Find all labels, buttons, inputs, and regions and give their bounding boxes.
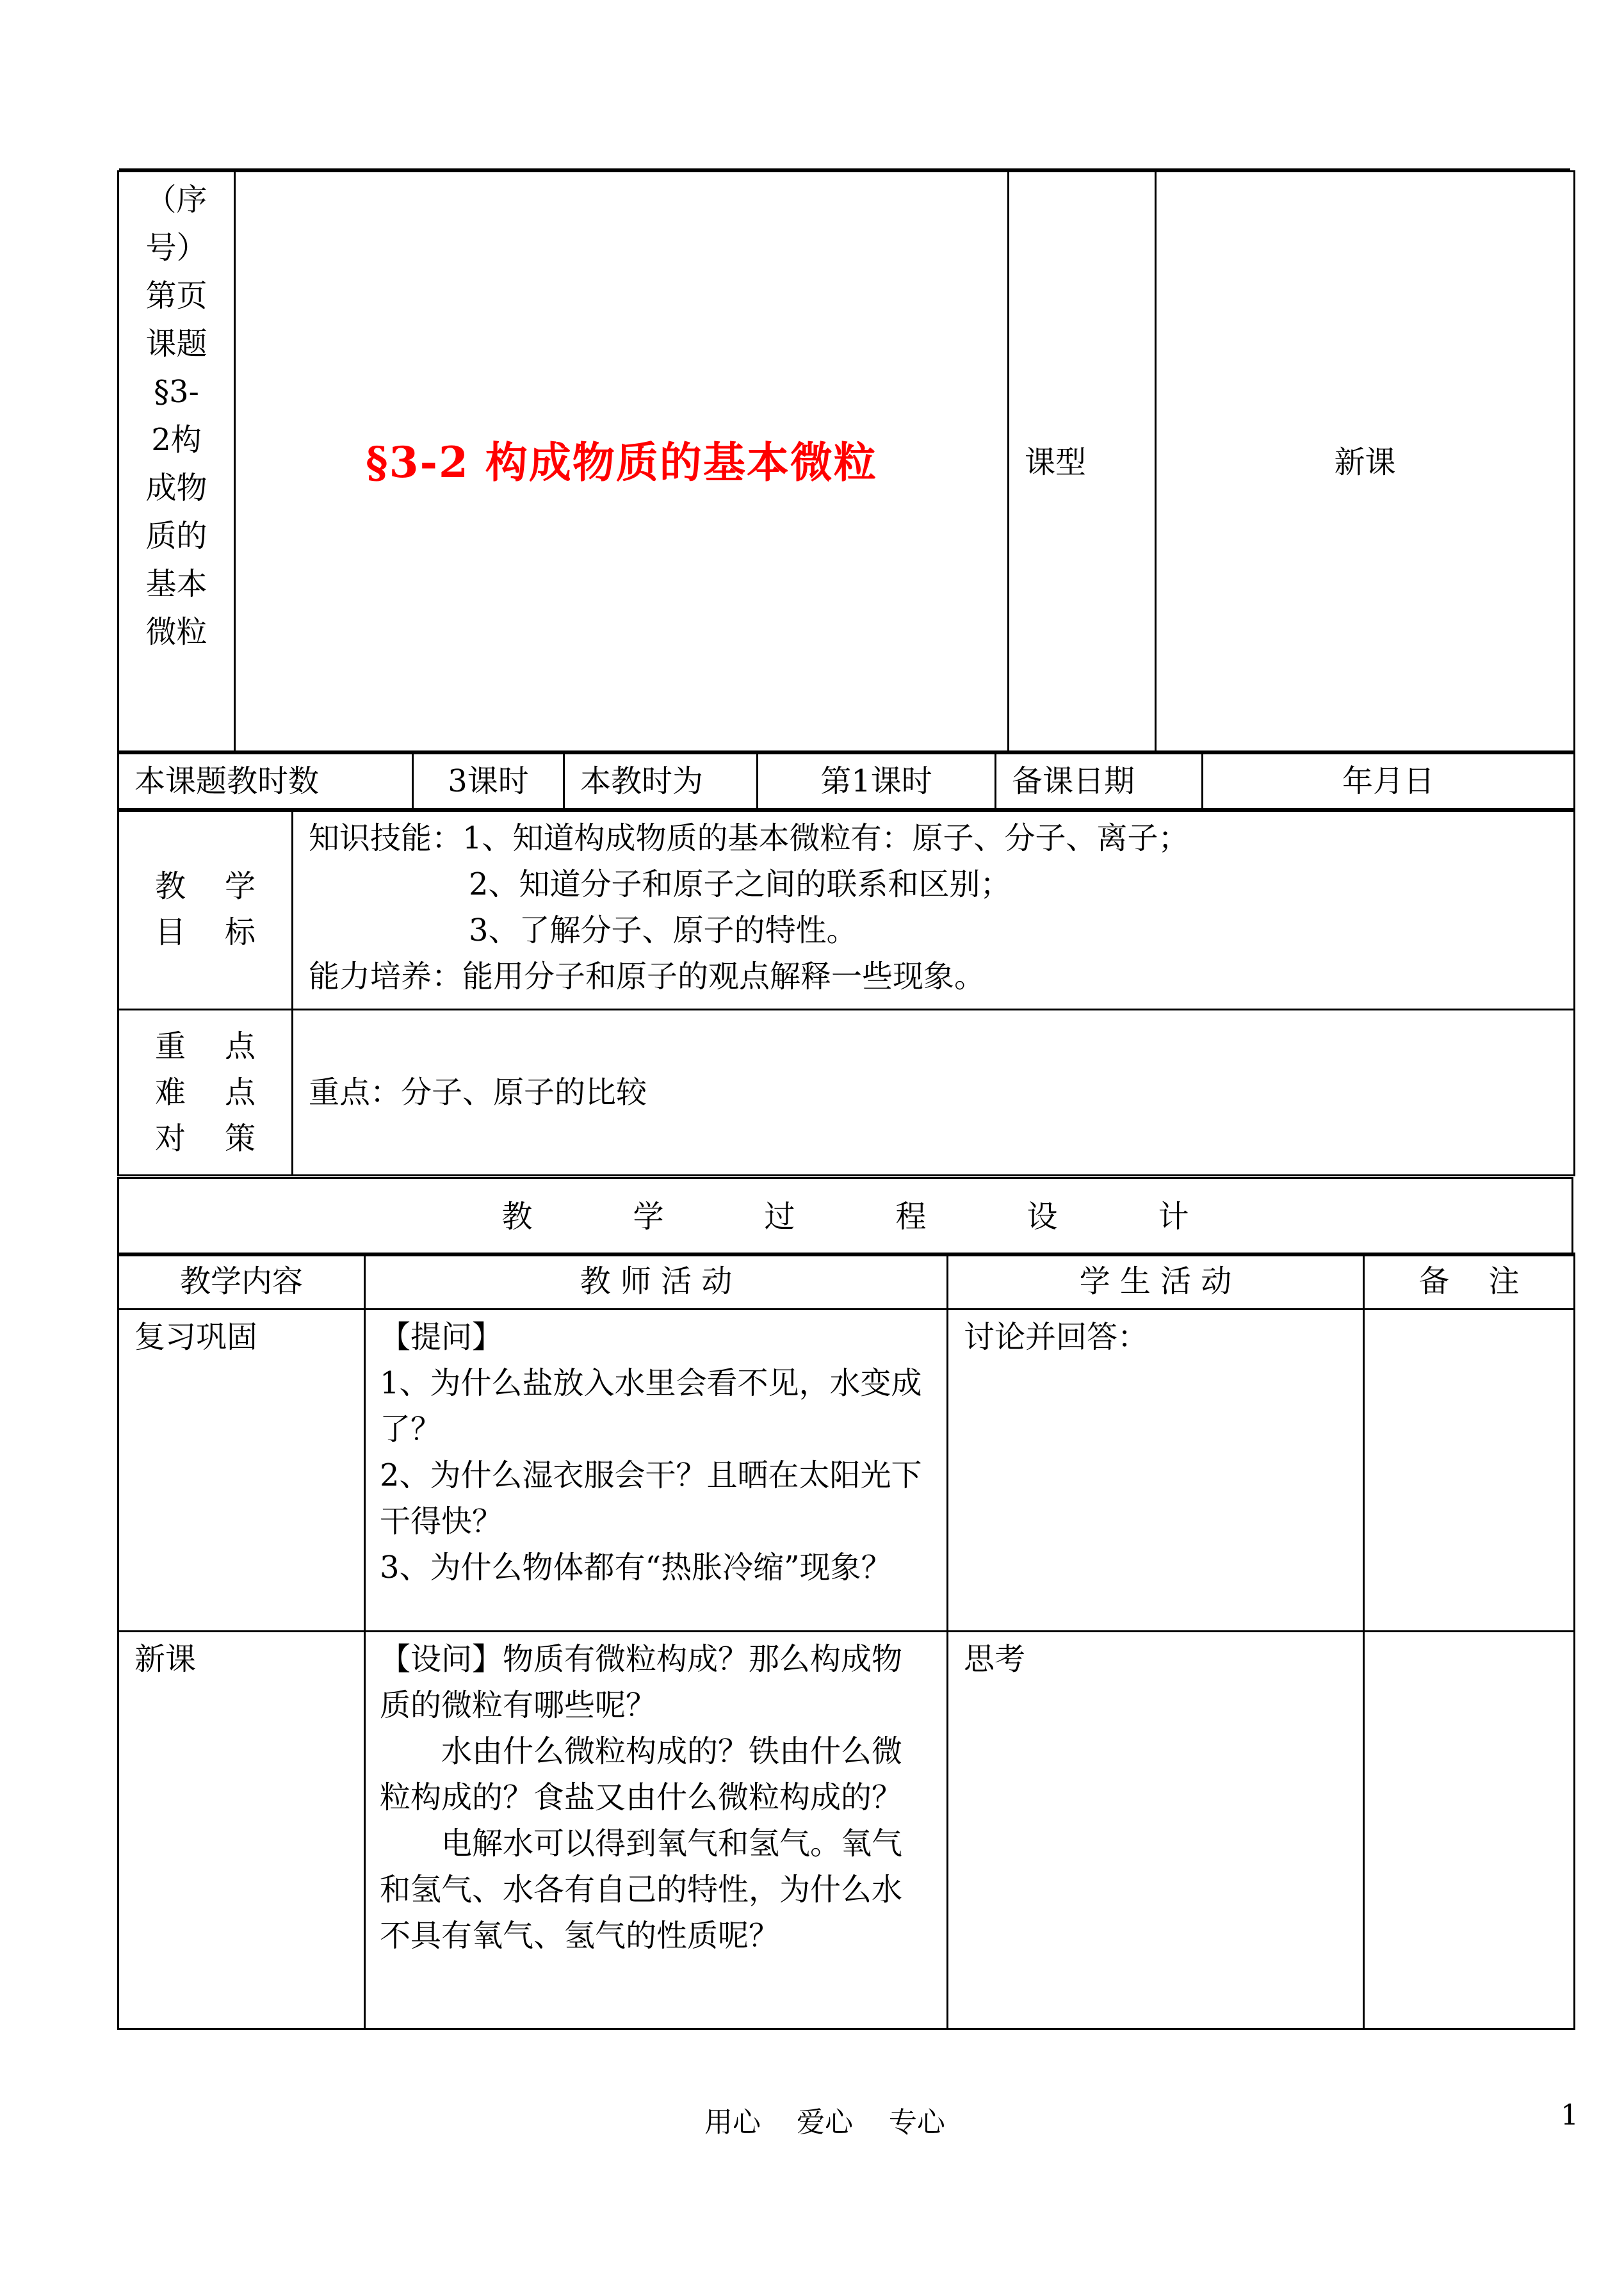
lesson-type-label: 课型 — [1009, 172, 1156, 754]
process-title — [118, 1178, 1573, 1256]
lesson-title: §3-2 构成物质的基本微粒 — [366, 437, 877, 487]
lesson-type-value: 新课 — [1156, 172, 1575, 754]
process-title-char-4: 程 — [895, 1199, 927, 1235]
process-title-char-2: 学 — [633, 1199, 664, 1235]
lesson-title-cell — [235, 172, 1009, 754]
teacher-line: 【提问】 — [380, 1319, 503, 1355]
current-period-label: 本教时为 — [564, 752, 758, 811]
row-student: 思考 — [948, 1632, 1364, 2029]
activity-table-header — [118, 1254, 1575, 1310]
total-periods-label: 本课题教时数 — [118, 752, 413, 811]
goal-line-2: 2、知道分子和原子之间的联系和区别； — [469, 866, 1011, 902]
activity-table — [117, 1253, 1575, 2030]
goals-label-line1: 教 学 — [154, 868, 256, 904]
focus-label-line3: 对 策 — [154, 1121, 256, 1156]
focus-content: 重点：分子、原子的比较 — [293, 1010, 1575, 1176]
teacher-line: 电解水可以得到氧气和氢气。氧气和氢气、水各有自己的特性，为什么水不具有氧气、氢气的性质呢？ — [380, 1826, 903, 1954]
row-content: 新课 — [118, 1632, 365, 2029]
row-note — [1364, 1632, 1575, 2029]
focus-label-line1: 重 点 — [154, 1028, 256, 1064]
prep-date-value: 年月日 — [1203, 752, 1575, 811]
header-table — [117, 170, 1575, 754]
prep-date-label: 备课日期 — [996, 752, 1203, 811]
footer-motto: 用心 爱心 专心 — [704, 2106, 945, 2139]
header-note: 备 注 — [1364, 1254, 1575, 1310]
current-period-value: 第1课时 — [758, 752, 996, 811]
header-student: 学 生 活 动 — [948, 1254, 1364, 1310]
sequence-label: （序号）第页课题§3-2构成物质的基本微粒 — [145, 182, 207, 650]
goal-line-ability: 能力培养：能用分子和原子的观点解释一些现象。 — [309, 959, 986, 994]
goal-line-knowledge: 知识技能：1、知道构成物质的基本微粒有：原子、分子、离子； — [309, 820, 1189, 856]
focus-label-cell — [118, 1010, 293, 1176]
total-periods-value: 3课时 — [413, 752, 564, 811]
header-teacher: 教 师 活 动 — [365, 1254, 948, 1310]
goals-label-cell — [118, 809, 293, 1010]
goals-content-cell — [293, 809, 1575, 1010]
teacher-line: 【设问】物质有微粒构成？那么构成物质的微粒有哪些呢？ — [380, 1641, 903, 1723]
teacher-line: 1、为什么盐放入水里会看不见，水变成了？ — [380, 1365, 922, 1447]
page-number: 1 — [1561, 2099, 1579, 2132]
process-title-char-3: 过 — [764, 1199, 795, 1235]
periods-table — [117, 750, 1575, 812]
teacher-line: 2、为什么湿衣服会干？且晒在太阳光下干得快？ — [380, 1457, 922, 1539]
goals-table — [117, 808, 1575, 1176]
process-title-table — [117, 1177, 1573, 1256]
process-title-char-5: 设 — [1027, 1199, 1058, 1235]
teacher-line: 3、为什么物体都有“热胀冷缩”现象？ — [380, 1550, 892, 1585]
row-teacher — [365, 1632, 948, 2029]
process-title-char-6: 计 — [1158, 1199, 1189, 1235]
header-content: 教学内容 — [118, 1254, 365, 1310]
row-teacher — [365, 1310, 948, 1632]
process-title-char-1: 教 — [501, 1199, 533, 1235]
row-note — [1364, 1310, 1575, 1632]
teacher-line: 水由什么微粒构成的？铁由什么微粒构成的？食盐又由什么微粒构成的？ — [380, 1733, 903, 1815]
goal-line-3: 3、了解分子、原子的特性。 — [469, 912, 857, 948]
table-row — [118, 1310, 1575, 1632]
sequence-cell — [118, 172, 235, 754]
row-student: 讨论并回答： — [948, 1310, 1364, 1632]
table-row — [118, 1632, 1575, 2029]
row-content: 复习巩固 — [118, 1310, 365, 1632]
goals-label-line2: 目 标 — [154, 914, 256, 950]
focus-label-line2: 难 点 — [154, 1075, 256, 1110]
